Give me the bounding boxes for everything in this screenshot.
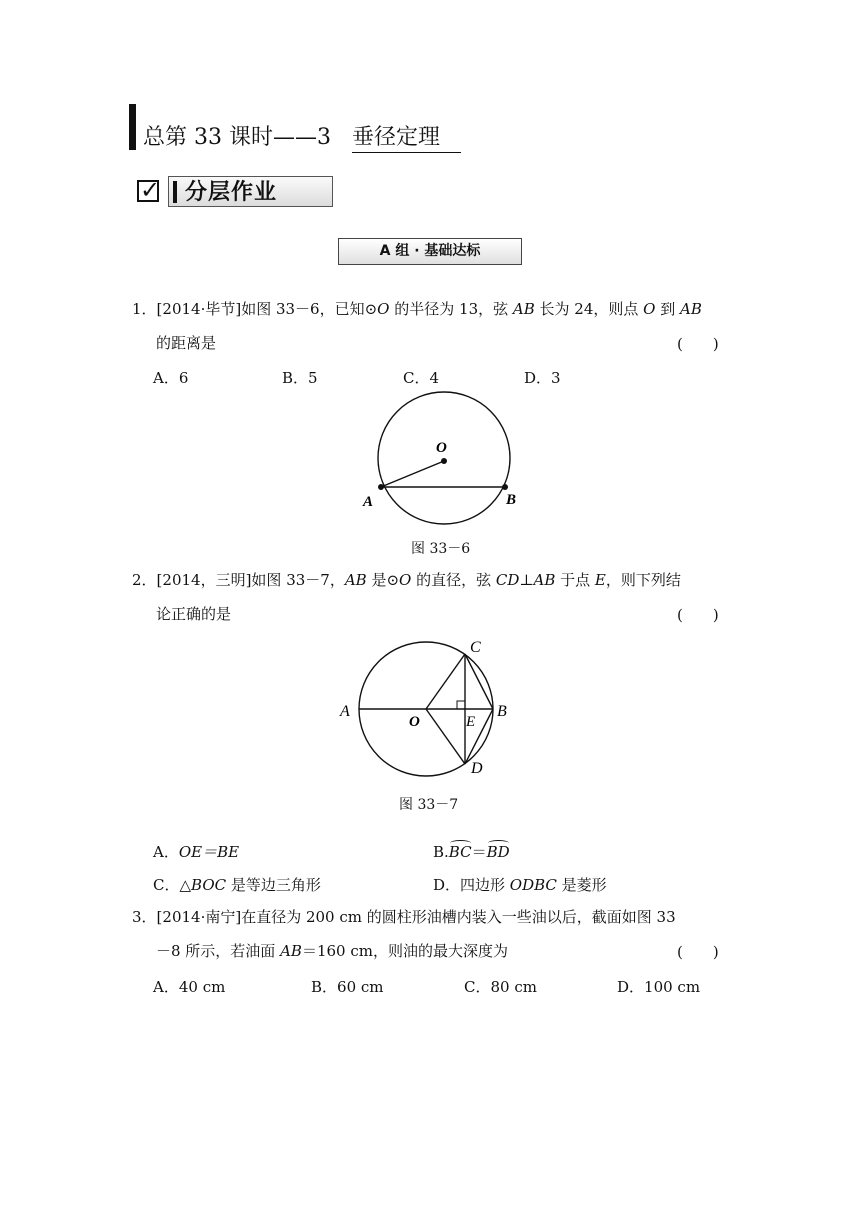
option-1d: D．3 bbox=[524, 369, 561, 387]
title-marker-bar bbox=[129, 104, 136, 150]
option-2c: C．△BOC 是等边三角形 bbox=[153, 876, 321, 894]
label-b: B bbox=[497, 703, 507, 720]
question-3-line-2: －8 所示，若油面 AB＝160 cm，则油的最大深度为 bbox=[156, 942, 508, 960]
section-marker-bar bbox=[173, 181, 177, 203]
option-3c: C．80 cm bbox=[464, 978, 537, 996]
question-1-line-1: 1．[2014·毕节]如图 33－6，已知⊙O 的半径为 13，弦 AB 长为 24，则点 O 到 AB bbox=[132, 300, 702, 318]
option-1c: C．4 bbox=[403, 369, 440, 387]
lesson-prefix: 总第 33 课时——3 bbox=[143, 125, 331, 150]
page-title bbox=[143, 124, 461, 153]
answer-paren-1: ( ) bbox=[677, 335, 719, 353]
check-box-icon: ✓ bbox=[137, 180, 159, 202]
label-a: A bbox=[363, 494, 374, 510]
group-label: A 组 · 基础达标 bbox=[338, 238, 522, 265]
figure-33-6 bbox=[350, 390, 530, 535]
label-b: B bbox=[506, 492, 517, 508]
answer-paren-3: ( ) bbox=[677, 943, 719, 961]
figure-caption-33-6: 图 33－6 bbox=[411, 541, 471, 557]
radius-oa bbox=[381, 461, 444, 487]
arc-bc: BC bbox=[448, 843, 472, 861]
segment-cb bbox=[465, 654, 493, 709]
point-o bbox=[441, 458, 447, 464]
label-c: C bbox=[470, 639, 481, 656]
section-header bbox=[168, 176, 333, 207]
figure-caption-33-7: 图 33－7 bbox=[399, 797, 459, 813]
option-2a: A．OE＝BE bbox=[153, 843, 240, 861]
label-d: D bbox=[471, 760, 483, 777]
figure-33-7 bbox=[330, 630, 530, 780]
label-o: O bbox=[409, 714, 420, 730]
question-3-line-1: 3．[2014·南宁]在直径为 200 cm 的圆柱形油槽内装入一些油以后，截面如图 33 bbox=[132, 908, 676, 926]
label-o: O bbox=[436, 440, 447, 456]
point-b bbox=[502, 484, 508, 490]
option-3b: B．60 cm bbox=[311, 978, 384, 996]
option-3a: A．40 cm bbox=[153, 978, 226, 996]
option-2b: B.BC＝BD bbox=[433, 843, 510, 861]
label-e: E bbox=[466, 714, 476, 730]
label-a: A bbox=[340, 703, 350, 720]
question-1-line-2: 的距离是 bbox=[156, 334, 217, 352]
option-1a: A．6 bbox=[153, 369, 189, 387]
segment-od bbox=[426, 709, 465, 764]
question-2-line-1: 2．[2014，三明]如图 33－7，AB 是⊙O 的直径，弦 CD⊥AB 于点 E，则下列结 bbox=[132, 571, 681, 589]
option-1b: B．5 bbox=[282, 369, 318, 387]
option-2d: D．四边形 ODBC 是菱形 bbox=[433, 876, 607, 894]
section-label: 分层作业 bbox=[185, 180, 278, 205]
option-3d: D．100 cm bbox=[617, 978, 701, 996]
lesson-topic: 垂径定理 bbox=[352, 124, 461, 153]
right-angle-mark bbox=[457, 701, 465, 709]
point-a bbox=[378, 484, 384, 490]
arc-bd: BD bbox=[486, 843, 510, 861]
question-2-line-2: 论正确的是 bbox=[156, 605, 232, 623]
answer-paren-2: ( ) bbox=[677, 606, 719, 624]
